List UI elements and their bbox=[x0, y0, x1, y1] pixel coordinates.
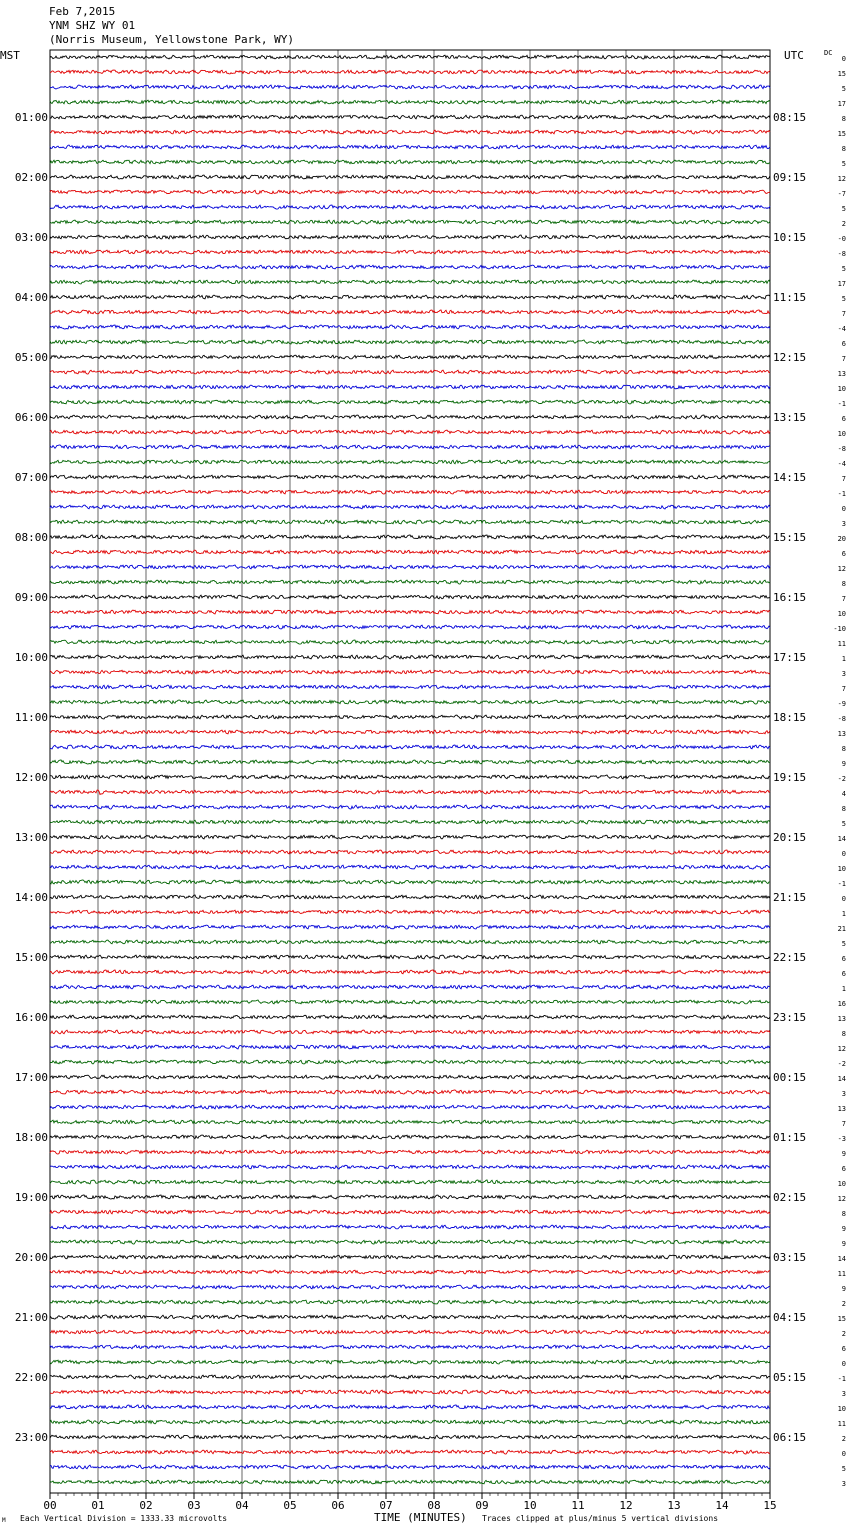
x-tick-label: 14 bbox=[715, 1499, 729, 1512]
dc-offset-value: -4 bbox=[837, 460, 846, 468]
dc-offset-value: 6 bbox=[841, 340, 846, 348]
x-tick-label: 00 bbox=[43, 1499, 57, 1512]
trace-line bbox=[50, 595, 770, 599]
trace-line bbox=[50, 190, 770, 194]
trace-line bbox=[50, 730, 770, 734]
dc-offset-value: 3 bbox=[841, 1090, 846, 1098]
trace-line bbox=[50, 115, 770, 119]
trace-line bbox=[50, 1120, 770, 1124]
trace-line bbox=[50, 520, 770, 524]
dc-offset-value: 14 bbox=[837, 835, 846, 843]
dc-offset-value: 10 bbox=[837, 430, 846, 438]
trace-line bbox=[50, 835, 770, 839]
dc-offset-value: 5 bbox=[841, 295, 846, 303]
right-hour-label: 13:15 bbox=[773, 411, 807, 424]
right-hour-label: 22:15 bbox=[773, 951, 807, 964]
dc-offset-value: 11 bbox=[837, 1420, 846, 1428]
right-hour-label: 08:15 bbox=[773, 111, 807, 124]
dc-offset-value: 9 bbox=[841, 1225, 846, 1233]
trace-line bbox=[50, 685, 770, 689]
left-hour-label: 11:00 bbox=[14, 711, 48, 724]
dc-offset-value: 15 bbox=[837, 1315, 846, 1323]
right-timezone-label: UTC bbox=[784, 49, 804, 62]
dc-offset-value: 0 bbox=[841, 1360, 846, 1368]
trace-line bbox=[50, 670, 770, 674]
axis-labels bbox=[15, 55, 846, 1512]
trace-line bbox=[50, 910, 770, 914]
trace-line bbox=[50, 1165, 770, 1169]
right-hour-label: 04:15 bbox=[773, 1311, 807, 1324]
trace-line bbox=[50, 1210, 770, 1214]
dc-offset-value: 13 bbox=[837, 1105, 846, 1113]
trace-line bbox=[50, 1000, 770, 1004]
left-hour-label: 01:00 bbox=[14, 111, 48, 124]
trace-line bbox=[50, 385, 770, 389]
left-hour-label: 14:00 bbox=[14, 891, 48, 904]
right-hour-label: 06:15 bbox=[773, 1431, 807, 1444]
trace-line bbox=[50, 355, 770, 359]
trace-line bbox=[50, 1420, 770, 1424]
trace-line bbox=[50, 1090, 770, 1094]
trace-line bbox=[50, 175, 770, 179]
trace-line bbox=[50, 460, 770, 464]
scale-note: Each Vertical Division = 1333.33 microvolts bbox=[20, 1514, 228, 1523]
dc-offset-value: 11 bbox=[837, 1270, 846, 1278]
dc-offset-value: 8 bbox=[841, 745, 846, 753]
trace-line bbox=[50, 805, 770, 809]
dc-offset-value: -4 bbox=[837, 325, 846, 333]
trace-line bbox=[50, 145, 770, 149]
left-hour-label: 15:00 bbox=[14, 951, 48, 964]
x-tick-label: 03 bbox=[187, 1499, 201, 1512]
left-hour-label: 16:00 bbox=[14, 1011, 48, 1024]
dc-offset-value: 21 bbox=[837, 925, 846, 933]
dc-offset-value: 11 bbox=[837, 640, 846, 648]
trace-line bbox=[50, 1480, 770, 1484]
dc-offset-value: 0 bbox=[841, 895, 846, 903]
trace-line bbox=[50, 955, 770, 959]
dc-offset-value: 8 bbox=[841, 580, 846, 588]
trace-line bbox=[50, 1285, 770, 1289]
dc-offset-value: -10 bbox=[833, 625, 846, 633]
dc-offset-value: 5 bbox=[841, 940, 846, 948]
x-tick-label: 10 bbox=[523, 1499, 537, 1512]
trace-line bbox=[50, 745, 770, 749]
dc-offset-value: 0 bbox=[841, 1450, 846, 1458]
dc-offset-value: -2 bbox=[837, 1060, 846, 1068]
dc-offset-value: 8 bbox=[841, 805, 846, 813]
dc-offset-value: 2 bbox=[841, 1435, 846, 1443]
right-hour-label: 03:15 bbox=[773, 1251, 807, 1264]
trace-line bbox=[50, 370, 770, 374]
trace-line bbox=[50, 550, 770, 554]
dc-offset-value: 7 bbox=[841, 355, 846, 363]
dc-offset-value: -8 bbox=[837, 715, 846, 723]
dc-offset-value: 3 bbox=[841, 670, 846, 678]
left-hour-label: 10:00 bbox=[14, 651, 48, 664]
right-hour-label: 18:15 bbox=[773, 711, 807, 724]
right-hour-label: 14:15 bbox=[773, 471, 807, 484]
trace-line bbox=[50, 760, 770, 764]
dc-offset-value: 13 bbox=[837, 1015, 846, 1023]
right-hour-label: 10:15 bbox=[773, 231, 807, 244]
trace-line bbox=[50, 625, 770, 629]
trace-line bbox=[50, 280, 770, 284]
right-hour-label: 12:15 bbox=[773, 351, 807, 364]
trace-line bbox=[50, 1270, 770, 1274]
right-hour-label: 05:15 bbox=[773, 1371, 807, 1384]
dc-offset-value: 4 bbox=[841, 790, 846, 798]
trace-line bbox=[50, 490, 770, 494]
trace-line bbox=[50, 205, 770, 209]
trace-line bbox=[50, 865, 770, 869]
dc-offset-value: 3 bbox=[841, 1480, 846, 1488]
left-hour-label: 18:00 bbox=[14, 1131, 48, 1144]
trace-line bbox=[50, 505, 770, 509]
trace-line bbox=[50, 1060, 770, 1064]
dc-offset-value: 6 bbox=[841, 1345, 846, 1353]
trace-line bbox=[50, 340, 770, 344]
dc-offset-value: -1 bbox=[837, 1375, 846, 1383]
dc-offset-value: 7 bbox=[841, 475, 846, 483]
trace-line bbox=[50, 70, 770, 74]
dc-offset-value: 6 bbox=[841, 415, 846, 423]
dc-offset-value: 5 bbox=[841, 205, 846, 213]
trace-line bbox=[50, 1240, 770, 1244]
trace-line bbox=[50, 400, 770, 404]
right-hour-label: 09:15 bbox=[773, 171, 807, 184]
right-hour-label: 17:15 bbox=[773, 651, 807, 664]
x-tick-label: 13 bbox=[667, 1499, 681, 1512]
trace-line bbox=[50, 700, 770, 704]
dc-offset-value: 15 bbox=[837, 70, 846, 78]
trace-line bbox=[50, 1330, 770, 1334]
dc-offset-value: 7 bbox=[841, 685, 846, 693]
trace-line bbox=[50, 1360, 770, 1364]
dc-offset-value: 3 bbox=[841, 520, 846, 528]
dc-offset-value: 6 bbox=[841, 550, 846, 558]
right-hour-label: 16:15 bbox=[773, 591, 807, 604]
trace-line bbox=[50, 1015, 770, 1019]
trace-line bbox=[50, 895, 770, 899]
trace-line bbox=[50, 775, 770, 779]
dc-offset-value: 2 bbox=[841, 1330, 846, 1338]
dc-offset-value: 9 bbox=[841, 1150, 846, 1158]
x-tick-label: 01 bbox=[91, 1499, 105, 1512]
right-hour-label: 11:15 bbox=[773, 291, 807, 304]
dc-offset-value: 5 bbox=[841, 820, 846, 828]
left-hour-label: 23:00 bbox=[14, 1431, 48, 1444]
trace-line bbox=[50, 295, 770, 299]
x-tick-label: 05 bbox=[283, 1499, 297, 1512]
trace-line bbox=[50, 1195, 770, 1199]
station-location: (Norris Museum, Yellowstone Park, WY) bbox=[49, 33, 295, 46]
trace-line bbox=[50, 1390, 770, 1394]
trace-line bbox=[50, 55, 770, 59]
corner-mark: M bbox=[2, 1517, 6, 1524]
right-hour-label: 02:15 bbox=[773, 1191, 807, 1204]
trace-line bbox=[50, 1150, 770, 1154]
x-tick-label: 08 bbox=[427, 1499, 441, 1512]
dc-offset-value: 0 bbox=[841, 505, 846, 513]
trace-line bbox=[50, 1105, 770, 1109]
dc-offset-value: 5 bbox=[841, 85, 846, 93]
trace-line bbox=[50, 880, 770, 884]
dc-offset-value: 10 bbox=[837, 1180, 846, 1188]
dc-offset-value: 5 bbox=[841, 160, 846, 168]
trace-line bbox=[50, 415, 770, 419]
left-hour-label: 17:00 bbox=[14, 1071, 48, 1084]
left-hour-label: 21:00 bbox=[14, 1311, 48, 1324]
left-hour-label: 09:00 bbox=[14, 591, 48, 604]
dc-offset-value: -1 bbox=[837, 880, 846, 888]
dc-offset-value: 8 bbox=[841, 115, 846, 123]
dc-offset-value: -9 bbox=[837, 700, 846, 708]
trace-line bbox=[50, 1345, 770, 1349]
trace-line bbox=[50, 655, 770, 659]
trace-line bbox=[50, 325, 770, 329]
clip-note: Traces clipped at plus/minus 5 vertical divisions bbox=[482, 1514, 719, 1523]
trace-line bbox=[50, 310, 770, 314]
dc-offset-value: 0 bbox=[841, 850, 846, 858]
trace-line bbox=[50, 160, 770, 164]
trace-line bbox=[50, 100, 770, 104]
x-tick-label: 07 bbox=[379, 1499, 393, 1512]
dc-offset-value: 17 bbox=[837, 280, 846, 288]
dc-offset-value: 10 bbox=[837, 610, 846, 618]
trace-line bbox=[50, 820, 770, 824]
dc-offset-value: -2 bbox=[837, 775, 846, 783]
dc-offset-value: 15 bbox=[837, 130, 846, 138]
trace-line bbox=[50, 640, 770, 644]
trace-line bbox=[50, 1135, 770, 1139]
trace-line bbox=[50, 235, 770, 239]
x-tick-label: 12 bbox=[619, 1499, 633, 1512]
trace-line bbox=[50, 1405, 770, 1409]
dc-offset-value: 1 bbox=[841, 985, 846, 993]
trace-line bbox=[50, 1435, 770, 1439]
dc-offset-value: 7 bbox=[841, 595, 846, 603]
x-axis-title: TIME (MINUTES) bbox=[374, 1511, 467, 1524]
dc-offset-value: -1 bbox=[837, 400, 846, 408]
left-hour-label: 12:00 bbox=[14, 771, 48, 784]
left-hour-label: 13:00 bbox=[14, 831, 48, 844]
dc-offset-value: 7 bbox=[841, 1120, 846, 1128]
right-hour-label: 15:15 bbox=[773, 531, 807, 544]
dc-offset-value: 3 bbox=[841, 1390, 846, 1398]
right-hour-label: 01:15 bbox=[773, 1131, 807, 1144]
trace-line bbox=[50, 430, 770, 434]
trace-line bbox=[50, 1375, 770, 1379]
left-hour-label: 02:00 bbox=[14, 171, 48, 184]
trace-line bbox=[50, 850, 770, 854]
trace-line bbox=[50, 985, 770, 989]
trace-line bbox=[50, 130, 770, 134]
trace-line bbox=[50, 565, 770, 569]
right-hour-label: 21:15 bbox=[773, 891, 807, 904]
dc-offset-value: 6 bbox=[841, 970, 846, 978]
dc-offset-value: 7 bbox=[841, 310, 846, 318]
dc-offset-value: 8 bbox=[841, 1210, 846, 1218]
trace-line bbox=[50, 220, 770, 224]
trace-line bbox=[50, 970, 770, 974]
trace-line bbox=[50, 1030, 770, 1034]
dc-offset-value: 14 bbox=[837, 1255, 846, 1263]
dc-offset-value: 12 bbox=[837, 565, 846, 573]
dc-offset-value: 12 bbox=[837, 175, 846, 183]
dc-offset-value: 2 bbox=[841, 220, 846, 228]
trace-line bbox=[50, 1045, 770, 1049]
trace-line bbox=[50, 1315, 770, 1319]
trace-line bbox=[50, 1300, 770, 1304]
left-hour-label: 08:00 bbox=[14, 531, 48, 544]
dc-offset-value: 14 bbox=[837, 1075, 846, 1083]
x-tick-label: 02 bbox=[139, 1499, 153, 1512]
left-hour-label: 03:00 bbox=[14, 231, 48, 244]
left-hour-label: 19:00 bbox=[14, 1191, 48, 1204]
trace-line bbox=[50, 265, 770, 269]
dc-offset-value: 9 bbox=[841, 1285, 846, 1293]
trace-line bbox=[50, 85, 770, 89]
left-hour-label: 05:00 bbox=[14, 351, 48, 364]
right-hour-label: 19:15 bbox=[773, 771, 807, 784]
left-timezone-label: MST bbox=[0, 49, 20, 62]
right-hour-label: 23:15 bbox=[773, 1011, 807, 1024]
dc-offset-value: 9 bbox=[841, 760, 846, 768]
trace-line bbox=[50, 1225, 770, 1229]
left-hour-label: 22:00 bbox=[14, 1371, 48, 1384]
dc-offset-value: 8 bbox=[841, 1030, 846, 1038]
dc-offset-value: 13 bbox=[837, 730, 846, 738]
trace-line bbox=[50, 790, 770, 795]
dc-offset-value: 12 bbox=[837, 1045, 846, 1053]
dc-offset-value: -0 bbox=[837, 235, 846, 243]
dc-offset-value: 1 bbox=[841, 910, 846, 918]
trace-group bbox=[50, 55, 770, 1484]
trace-line bbox=[50, 445, 770, 449]
dc-offset-value: 10 bbox=[837, 1405, 846, 1413]
dc-offset-value: -7 bbox=[837, 190, 846, 198]
dc-offset-value: -1 bbox=[837, 490, 846, 498]
station-code: YNM SHZ WY 01 bbox=[49, 19, 136, 32]
trace-line bbox=[50, 535, 770, 539]
dc-offset-value: 10 bbox=[837, 385, 846, 393]
left-hour-label: 07:00 bbox=[14, 471, 48, 484]
left-hour-label: 06:00 bbox=[14, 411, 48, 424]
x-tick-label: 06 bbox=[331, 1499, 345, 1512]
dc-offset-value: 20 bbox=[837, 535, 846, 543]
dc-offset-value: 9 bbox=[841, 1240, 846, 1248]
dc-offset-value: 10 bbox=[837, 865, 846, 873]
dc-offset-value: 1 bbox=[841, 655, 846, 663]
dc-offset-value: 6 bbox=[841, 955, 846, 963]
x-tick-label: 11 bbox=[571, 1499, 585, 1512]
dc-offset-header: DC bbox=[824, 49, 833, 57]
x-tick-label: 04 bbox=[235, 1499, 249, 1512]
dc-offset-value: 6 bbox=[841, 1165, 846, 1173]
trace-line bbox=[50, 1450, 770, 1454]
trace-line bbox=[50, 1255, 770, 1259]
trace-line bbox=[50, 475, 770, 479]
trace-line bbox=[50, 250, 770, 254]
dc-offset-value: -8 bbox=[837, 250, 846, 258]
dc-offset-value: 8 bbox=[841, 145, 846, 153]
trace-line bbox=[50, 925, 770, 929]
x-tick-label: 15 bbox=[763, 1499, 777, 1512]
trace-line bbox=[50, 1465, 770, 1469]
trace-line bbox=[50, 940, 770, 944]
right-hour-label: 00:15 bbox=[773, 1071, 807, 1084]
dc-offset-value: 13 bbox=[837, 370, 846, 378]
left-hour-label: 20:00 bbox=[14, 1251, 48, 1264]
dc-offset-value: 2 bbox=[841, 1300, 846, 1308]
right-hour-label: 20:15 bbox=[773, 831, 807, 844]
dc-offset-value: 5 bbox=[841, 1465, 846, 1473]
dc-offset-value: 12 bbox=[837, 1195, 846, 1203]
dc-offset-value: 5 bbox=[841, 265, 846, 273]
dc-offset-value: -8 bbox=[837, 445, 846, 453]
dc-offset-value: 17 bbox=[837, 100, 846, 108]
trace-line bbox=[50, 715, 770, 719]
record-date: Feb 7,2015 bbox=[49, 5, 116, 18]
trace-line bbox=[50, 1180, 770, 1184]
trace-line bbox=[50, 580, 770, 584]
dc-offset-value: -3 bbox=[837, 1135, 846, 1143]
x-tick-label: 09 bbox=[475, 1499, 489, 1512]
trace-line bbox=[50, 1075, 770, 1079]
dc-offset-value: 16 bbox=[837, 1000, 846, 1008]
left-hour-label: 04:00 bbox=[14, 291, 48, 304]
dc-offset-value: 0 bbox=[841, 55, 846, 63]
trace-line bbox=[50, 610, 770, 614]
